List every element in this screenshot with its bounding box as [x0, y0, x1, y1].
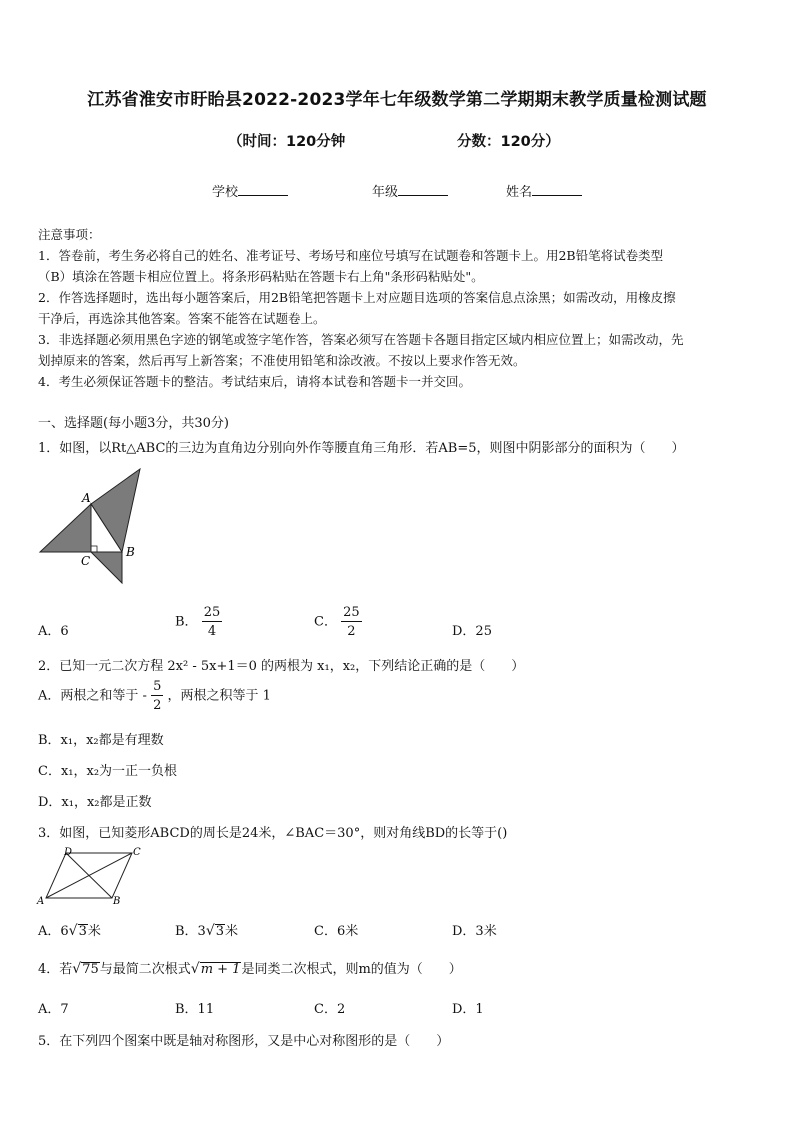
q1-option-b-prefix: B． [175, 614, 198, 630]
q3-option-a-radicand: 3 [78, 924, 87, 939]
notes-item: 2．作答选择题时，选出每小题答案后，用2B铅笔把答题卡上对应题目选项的答案信息点涂黑；如需改动，用橡皮擦 [38, 290, 676, 305]
notes-item: 4．考生必须保证答题卡的整洁。考试结束后，请将本试卷和答题卡一并交回。 [38, 374, 471, 389]
exam-title: 江苏省淮安市盱眙县2022-2023学年七年级数学第二学期期末教学质量检测试题 [87, 90, 707, 110]
school-label: 学校 [212, 185, 239, 200]
question-3-text: 3．如图，已知菱形ABCD的周长是24米，∠BAC＝30°，则对角线BD的长等于() [38, 826, 508, 841]
q2-option-a-prefix: A．两根之和等于 - [38, 688, 147, 704]
q3-option-b-radicand: 3 [215, 924, 225, 939]
q1-figure [36, 465, 146, 590]
exam-time: （时间：120分钟 [228, 134, 346, 150]
q1-shade-bottom [91, 552, 122, 583]
q3-option-c[interactable]: C．6米 [314, 924, 359, 939]
notes-heading: 注意事项： [38, 227, 101, 242]
question-5-text: 5．在下列四个图案中既是轴对称图形，又是中心对称图形的是（ ） [38, 1034, 450, 1049]
question-1-text: 1．如图，以Rt△ABC的三边为直角边分别向外作等腰直角三角形．若AB=5，则图中阴影部分的面积为（ ） [38, 441, 685, 456]
notes-item: 3．非选择题必须用黑色字迹的钢笔或签字笔作答，答案必须写在答题卡各题目指定区域内相应位置上；如需改动，先 [38, 332, 684, 347]
q1-label-b: B [126, 545, 135, 559]
q4-option-a[interactable]: A．7 [38, 1002, 69, 1017]
sqrt-sign: √ [205, 923, 215, 939]
q2-option-a-fraction: $\frac{5}{2}$ [153, 679, 162, 713]
q3-option-a[interactable] [38, 920, 101, 939]
q4-option-c[interactable]: C．2 [314, 1002, 346, 1017]
q1-label-a: A [82, 491, 91, 505]
sqrt-sign: √ [68, 923, 78, 939]
q1-option-b-fraction: $\frac{25}{4}$ [203, 605, 221, 639]
q1-option-c-fraction: $\frac{25}{2}$ [343, 605, 360, 639]
q4-mid: 与最简二次根式 [99, 962, 191, 977]
grade-label: 年级 [372, 185, 399, 200]
q3-label-b: B [113, 896, 121, 907]
q3-label-c: C [133, 847, 141, 858]
notes-item: 1．答卷前，考生务必将自己的姓名、准考证号、考场号和座位号填写在试题卷和答题卡上。用2B铅笔将试卷类型 [38, 248, 664, 263]
q2-option-b[interactable]: B．x₁，x₂都是有理数 [38, 733, 164, 748]
sqrt-sign: √ [72, 961, 82, 977]
question-2-text: 2．已知一元二次方程 2x² - 5x+1＝0 的两根为 x₁，x₂，下列结论正确的是（ ） [38, 659, 525, 674]
q1-shade-left [40, 504, 91, 552]
q2-option-a[interactable] [38, 680, 271, 712]
notes-item: 干净后，再选涂其他答案。答案不能答在试题卷上。 [38, 311, 326, 326]
q3-option-a-prefix: A．6 [38, 924, 69, 939]
q3-option-a-unit: 米 [87, 924, 101, 939]
q4-radicand-1: 75 [82, 962, 99, 977]
q4-option-b[interactable]: B．11 [175, 1002, 215, 1017]
q3-diagonal-bd [66, 853, 112, 898]
q1-option-d[interactable]: D．25 [452, 624, 492, 639]
grade-blank[interactable] [398, 183, 448, 196]
q1-option-a[interactable]: A．6 [38, 624, 69, 639]
school-blank[interactable] [238, 183, 288, 196]
name-blank[interactable] [532, 183, 582, 196]
section-heading: 一、选择题(每小题3分，共30分) [38, 416, 229, 431]
q3-label-a: A [37, 896, 45, 907]
q3-option-b[interactable] [175, 920, 238, 939]
notes-item: 划掉原来的答案，然后再写上新答案；不准使用铅笔和涂改液。不按以上要求作答无效。 [38, 353, 526, 368]
notes-item: （B）填涂在答题卡相应位置上。将条形码粘贴在答题卡右上角"条形码粘贴处"。 [38, 269, 484, 284]
notes-block [38, 224, 758, 392]
q3-option-b-prefix: B．3 [175, 924, 206, 939]
name-label: 姓名 [506, 185, 533, 200]
sqrt-sign: √ [190, 961, 200, 977]
q4-radicand-2: m + 1 [200, 962, 241, 977]
q2-option-c[interactable]: C．x₁，x₂为一正一负根 [38, 764, 178, 779]
q4-suffix: 是同类二次根式，则m的值为（ ） [241, 962, 462, 977]
q3-label-d: D [64, 847, 73, 858]
q3-option-d[interactable]: D．3米 [452, 924, 497, 939]
q1-option-c-prefix: C． [314, 614, 337, 630]
q2-option-a-suffix: ，两根之积等于 1 [167, 688, 271, 704]
exam-score: 分数：120分） [457, 134, 560, 150]
question-4-text [38, 958, 462, 977]
q3-option-b-unit: 米 [225, 924, 239, 939]
grade-field [372, 181, 448, 200]
q1-label-c: C [81, 554, 91, 568]
school-field [212, 181, 288, 200]
q1-option-c[interactable] [314, 606, 362, 638]
q2-option-d[interactable]: D．x₁，x₂都是正数 [38, 795, 152, 810]
q3-figure [36, 845, 146, 907]
q4-option-d[interactable]: D．1 [452, 1002, 484, 1017]
q4-prefix: 4．若 [38, 962, 73, 977]
name-field [506, 181, 582, 200]
q1-option-b[interactable] [175, 606, 222, 638]
